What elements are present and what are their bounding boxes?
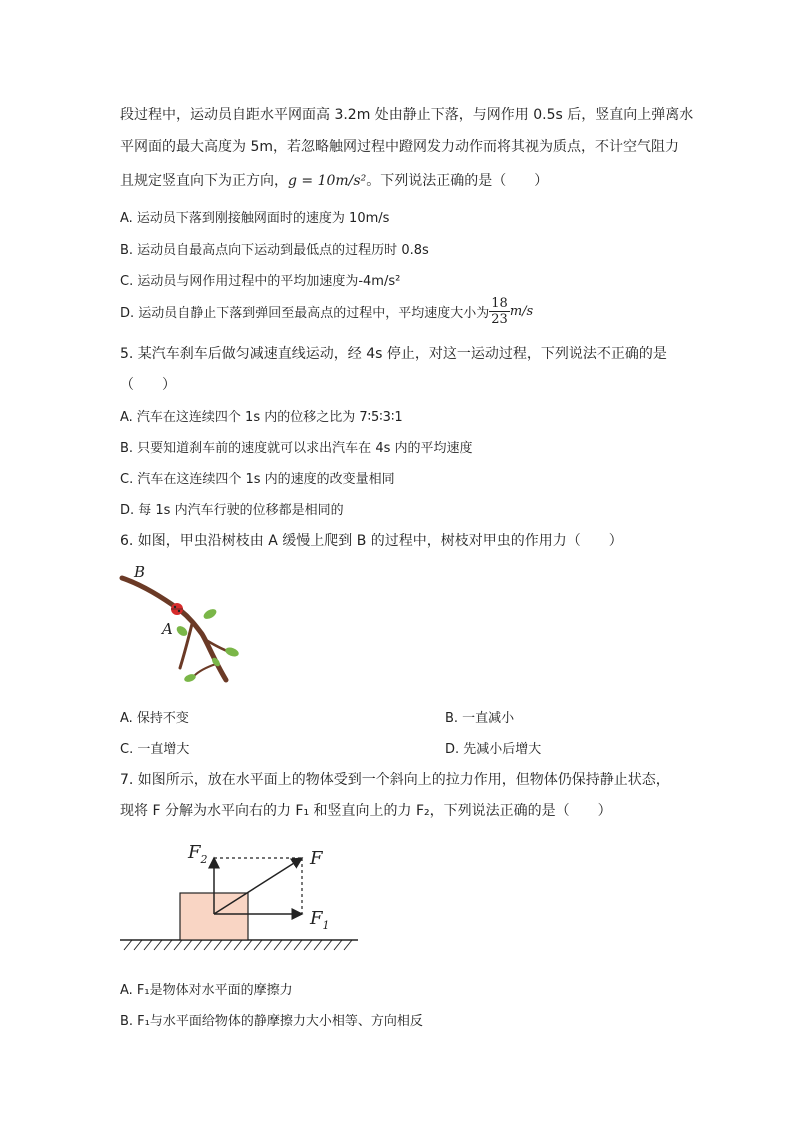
q4-stem-line-1: 段过程中，运动员自距水平网面高 3.2m 处由静止下落，与网作用 0.5s 后，竖直向上弹离水 xyxy=(120,107,694,123)
fraction-denominator: 23 xyxy=(491,312,508,327)
q7-option-b: B. F₁与水平面给物体的静摩擦力大小相等、方向相反 xyxy=(120,1014,423,1029)
q4-option-b: B. 运动员自最高点向下运动到最低点的过程历时 0.8s xyxy=(120,243,429,258)
force-diagram xyxy=(118,836,368,961)
fraction xyxy=(489,296,510,327)
leaf xyxy=(202,607,218,621)
branch-main xyxy=(122,578,226,680)
force-f-arrow xyxy=(214,858,302,914)
q4-option-c: C. 运动员与网作用过程中的平均加速度为-4m/s² xyxy=(120,274,401,289)
label-f: F xyxy=(310,848,323,869)
q4-stem-line-3-end: 。下列说法正确的是（ ） xyxy=(366,173,549,189)
label-f2-main: F xyxy=(188,842,201,863)
q4-option-a: A. 运动员下落到刚接触网面时的速度为 10m/s xyxy=(120,211,390,226)
branch-figure xyxy=(118,560,248,690)
q6-option-d: D. 先减小后增大 xyxy=(445,742,542,757)
q7-option-a: A. F₁是物体对水平面的摩擦力 xyxy=(120,983,293,998)
q5-stem-line-2: （ ） xyxy=(120,377,176,393)
q4-stem-line-3 xyxy=(120,170,548,190)
ground-hatch xyxy=(124,940,352,950)
leaf xyxy=(224,646,240,658)
label-f2-sub: 2 xyxy=(200,853,208,866)
q5-option-d: D. 每 1s 内汽车行驶的位移都是相同的 xyxy=(120,503,344,518)
q5-stem-line-1: 5. 某汽车刹车后做匀减速直线运动，经 4s 停止，对这一运动过程，下列说法不正确的是 xyxy=(120,346,667,362)
q4-option-d-text: D. 运动员自静止下落到弹回至最高点的过程中，平均速度大小为 xyxy=(120,306,490,321)
gravity-formula: g = 10m/s² xyxy=(288,173,367,189)
q6-stem: 6. 如图，甲虫沿树枝由 A 缓慢上爬到 B 的过程中，树枝对甲虫的作用力（ ） xyxy=(120,533,623,549)
q7-stem-line-2: 现将 F 分解为水平向右的力 F₁ 和竖直向上的力 F₂，下列说法正确的是（ ） xyxy=(120,803,612,819)
q5-option-c: C. 汽车在这连续四个 1s 内的速度的改变量相同 xyxy=(120,472,395,487)
q6-option-b: B. 一直减小 xyxy=(445,711,515,726)
q4-stem-line-3-text: 且规定竖直向下为正方向， xyxy=(120,173,288,189)
point-a-label: A xyxy=(162,620,173,638)
label-f2 xyxy=(187,842,208,866)
fraction-numerator: 18 xyxy=(491,296,508,311)
fraction-unit: m/s xyxy=(509,304,534,319)
q4-stem-line-2: 平网面的最大高度为 5m，若忽略触网过程中蹬网发力动作而将其视为质点，不计空气阻力 xyxy=(120,139,679,155)
q6-option-c: C. 一直增大 xyxy=(120,742,190,757)
branch-twig-3 xyxy=(194,664,216,676)
label-f1 xyxy=(309,908,330,932)
q4-option-d xyxy=(120,296,533,327)
q7-stem-line-1: 7. 如图所示，放在水平面上的物体受到一个斜向上的拉力作用，但物体仍保持静止状态， xyxy=(120,772,670,788)
q5-option-a: A. 汽车在这连续四个 1s 内的位移之比为 7∶5∶3∶1 xyxy=(120,410,403,425)
label-f1-main: F xyxy=(310,908,323,929)
q6-option-a: A. 保持不变 xyxy=(120,711,189,726)
leaf xyxy=(175,624,189,638)
label-f1-sub: 1 xyxy=(322,919,330,932)
q5-option-b: B. 只要知道刹车前的速度就可以求出汽车在 4s 内的平均速度 xyxy=(120,441,473,456)
point-b-label: B xyxy=(134,563,146,581)
ladybug-spot xyxy=(178,610,180,612)
ladybug-spot xyxy=(174,606,176,608)
